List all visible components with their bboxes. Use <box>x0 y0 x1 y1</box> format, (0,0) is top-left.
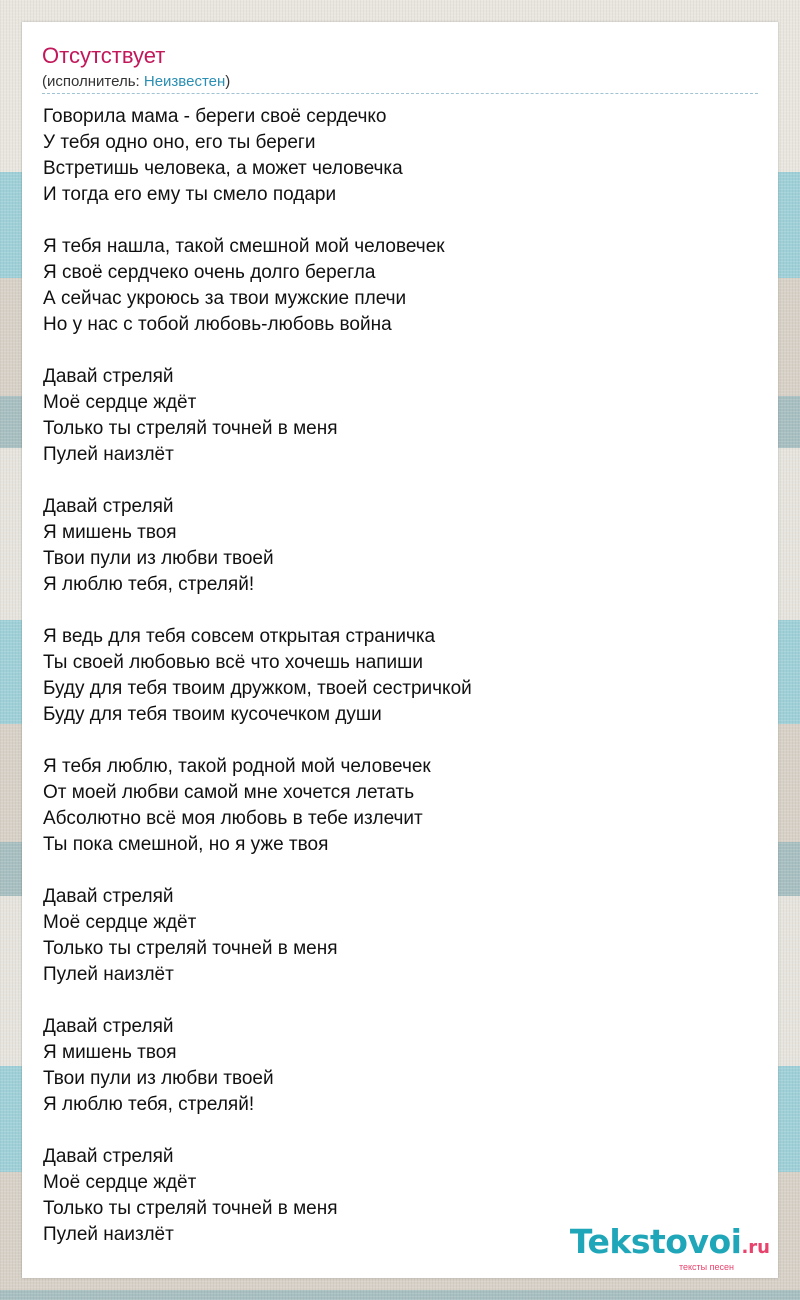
stanza <box>43 624 472 728</box>
lyric-line: Ты своей любовью всё что хочешь напиши <box>43 652 424 673</box>
lyric-line: Давай стреляй <box>43 1016 174 1037</box>
stanza <box>43 364 472 468</box>
artist-prefix: (исполнитель: <box>42 73 144 90</box>
stanza <box>43 104 472 208</box>
lyric-line: Моё сердце ждёт <box>43 392 197 413</box>
lyric-line: Только ты стреляй точней в меня <box>43 1198 338 1219</box>
logo-wordmark <box>569 1222 770 1265</box>
lyric-line: У тебя одно оно, его ты береги <box>43 132 316 153</box>
stanza <box>43 1144 472 1248</box>
lyric-line: Я люблю тебя, стреляй! <box>43 1094 255 1115</box>
lyric-line: Давай стреляй <box>43 886 174 907</box>
lyric-line: От моей любви самой мне хочется летать <box>43 782 415 803</box>
lyric-line: Я люблю тебя, стреляй! <box>43 574 255 595</box>
lyric-line: Буду для тебя твоим дружком, твоей сестричкой <box>43 678 472 699</box>
lyric-line: Встретишь человека, а может человечка <box>43 158 403 179</box>
lyric-line: Я ведь для тебя совсем открытая страничка <box>43 626 436 647</box>
lyric-line: Абсолютно всё моя любовь в тебе излечит <box>43 808 423 829</box>
lyric-line: Пулей наизлёт <box>43 444 174 465</box>
site-logo[interactable] <box>569 1222 770 1272</box>
lyric-line: А сейчас укроюсь за твои мужские плечи <box>43 288 407 309</box>
lyrics-body <box>43 104 472 1274</box>
lyric-line: Я тебя нашла, такой смешной мой человечек <box>43 236 445 257</box>
lyric-line: Я мишень твоя <box>43 522 177 543</box>
artist-suffix: ) <box>225 73 231 90</box>
song-artist-line <box>42 72 230 92</box>
stanza <box>43 494 472 598</box>
stanza <box>43 234 472 338</box>
lyric-line: Только ты стреляй точней в меня <box>43 938 338 959</box>
logo-tagline: тексты песен <box>678 1262 734 1272</box>
lyric-line: И тогда его ему ты смело подари <box>43 184 337 205</box>
artist-link[interactable]: Неизвестен <box>143 73 226 90</box>
lyric-line: Твои пули из любви твоей <box>43 548 274 569</box>
lyric-line: Только ты стреляй точней в меня <box>43 418 338 439</box>
lyric-line: Я своё сердчеко очень долго берегла <box>43 262 376 283</box>
lyric-line: Давай стреляй <box>43 366 174 387</box>
lyric-line: Но у нас с тобой любовь-любовь война <box>43 314 392 335</box>
stanza <box>43 754 472 858</box>
logo-tld: .ru <box>741 1237 770 1258</box>
lyric-line: Я мишень твоя <box>43 1042 177 1063</box>
lyric-line: Пулей наизлёт <box>43 1224 174 1245</box>
lyric-line: Давай стреляй <box>43 1146 174 1167</box>
lyric-line: Давай стреляй <box>43 496 174 517</box>
title-divider <box>42 93 758 94</box>
lyric-line: Я тебя люблю, такой родной мой человечек <box>43 756 431 777</box>
song-title: Отсутствует <box>42 43 166 68</box>
lyric-line: Твои пули из любви твоей <box>43 1068 274 1089</box>
logo-name: Tekstovoi <box>569 1222 742 1261</box>
lyric-line: Говорила мама - береги своё сердечко <box>43 106 387 127</box>
lyrics-card <box>22 22 778 1278</box>
lyric-line: Пулей наизлёт <box>43 964 174 985</box>
lyric-line: Моё сердце ждёт <box>43 912 197 933</box>
lyric-line: Буду для тебя твоим кусочечком души <box>43 704 382 725</box>
lyric-line: Моё сердце ждёт <box>43 1172 197 1193</box>
stanza <box>43 1014 472 1118</box>
lyric-line: Ты пока смешной, но я уже твоя <box>43 834 329 855</box>
stanza <box>43 884 472 988</box>
